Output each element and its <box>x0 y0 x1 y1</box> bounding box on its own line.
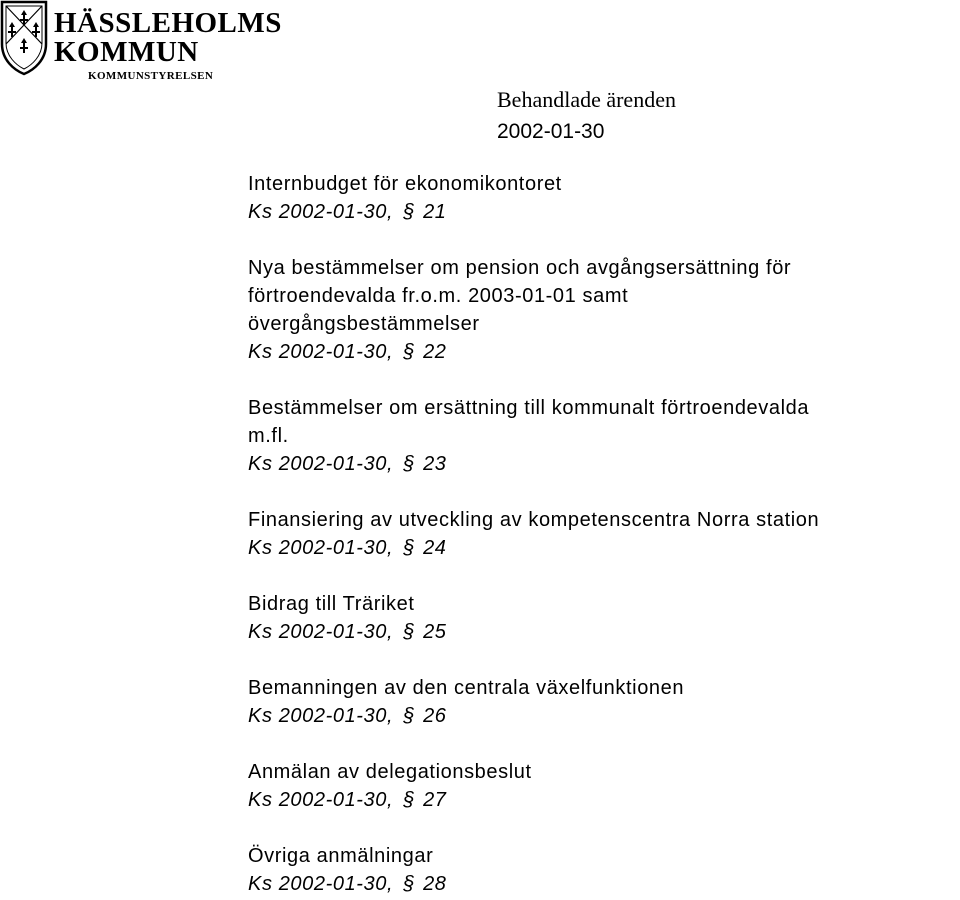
item-reference <box>248 618 960 646</box>
document-date: 2002-01-30 <box>497 120 605 143</box>
ref-text: Ks 2002-01-30, <box>248 705 394 727</box>
section-number: 23 <box>423 453 447 475</box>
item-title: Internbudget för ekonomikontoret <box>248 173 562 195</box>
item-title: m.fl. <box>248 425 289 447</box>
list-item <box>248 394 960 478</box>
list-item <box>248 674 960 730</box>
document-title: Behandlade ärenden <box>497 87 676 112</box>
item-reference <box>248 534 960 562</box>
item-reference <box>248 702 960 730</box>
section-sign: § <box>403 621 416 643</box>
section-number: 25 <box>423 621 447 643</box>
item-title: Bemanningen av den centrala växelfunktionen <box>248 677 685 699</box>
item-reference <box>248 338 960 366</box>
section-sign: § <box>403 705 416 727</box>
section-sign: § <box>403 201 416 223</box>
ref-text: Ks 2002-01-30, <box>248 341 394 363</box>
ref-text: Ks 2002-01-30, <box>248 789 394 811</box>
item-reference <box>248 786 960 814</box>
item-title: Anmälan av delegationsbeslut <box>248 761 532 783</box>
item-reference <box>248 870 960 898</box>
section-number: 27 <box>423 789 447 811</box>
section-number: 26 <box>423 705 447 727</box>
section-sign: § <box>403 537 416 559</box>
item-title: förtroendevalda fr.o.m. 2003-01-01 samt <box>248 285 629 307</box>
list-item <box>248 590 960 646</box>
list-item <box>248 758 960 814</box>
section-sign: § <box>403 789 416 811</box>
item-title: Övriga anmälningar <box>248 845 434 867</box>
org-unit: KOMMUNSTYRELSEN <box>88 70 214 82</box>
document-header <box>497 84 676 148</box>
municipal-coat-of-arms-icon <box>0 0 48 76</box>
list-item <box>248 506 960 562</box>
ref-text: Ks 2002-01-30, <box>248 201 394 223</box>
item-title: Bestämmelser om ersättning till kommunalt förtroendevalda <box>248 397 810 419</box>
item-title: Finansiering av utveckling av kompetenscentra Norra station <box>248 509 820 531</box>
item-title: Nya bestämmelser om pension och avgångsersättning för <box>248 257 792 279</box>
ref-text: Ks 2002-01-30, <box>248 537 394 559</box>
section-number: 21 <box>423 201 447 223</box>
org-name-line1: HÄSSLEHOLMS <box>54 7 282 39</box>
letterhead <box>0 0 282 90</box>
section-sign: § <box>403 453 416 475</box>
section-number: 28 <box>423 873 447 895</box>
item-reference <box>248 198 960 226</box>
list-item <box>248 254 960 366</box>
ref-text: Ks 2002-01-30, <box>248 873 394 895</box>
list-item <box>248 842 960 898</box>
item-title: övergångsbestämmelser <box>248 313 480 335</box>
section-sign: § <box>403 873 416 895</box>
item-title: Bidrag till Träriket <box>248 593 415 615</box>
section-sign: § <box>403 341 416 363</box>
list-item <box>248 170 960 226</box>
section-number: 24 <box>423 537 447 559</box>
ref-text: Ks 2002-01-30, <box>248 621 394 643</box>
section-number: 22 <box>423 341 447 363</box>
ref-text: Ks 2002-01-30, <box>248 453 394 475</box>
org-name-line2: KOMMUN <box>54 36 199 68</box>
item-reference <box>248 450 960 478</box>
